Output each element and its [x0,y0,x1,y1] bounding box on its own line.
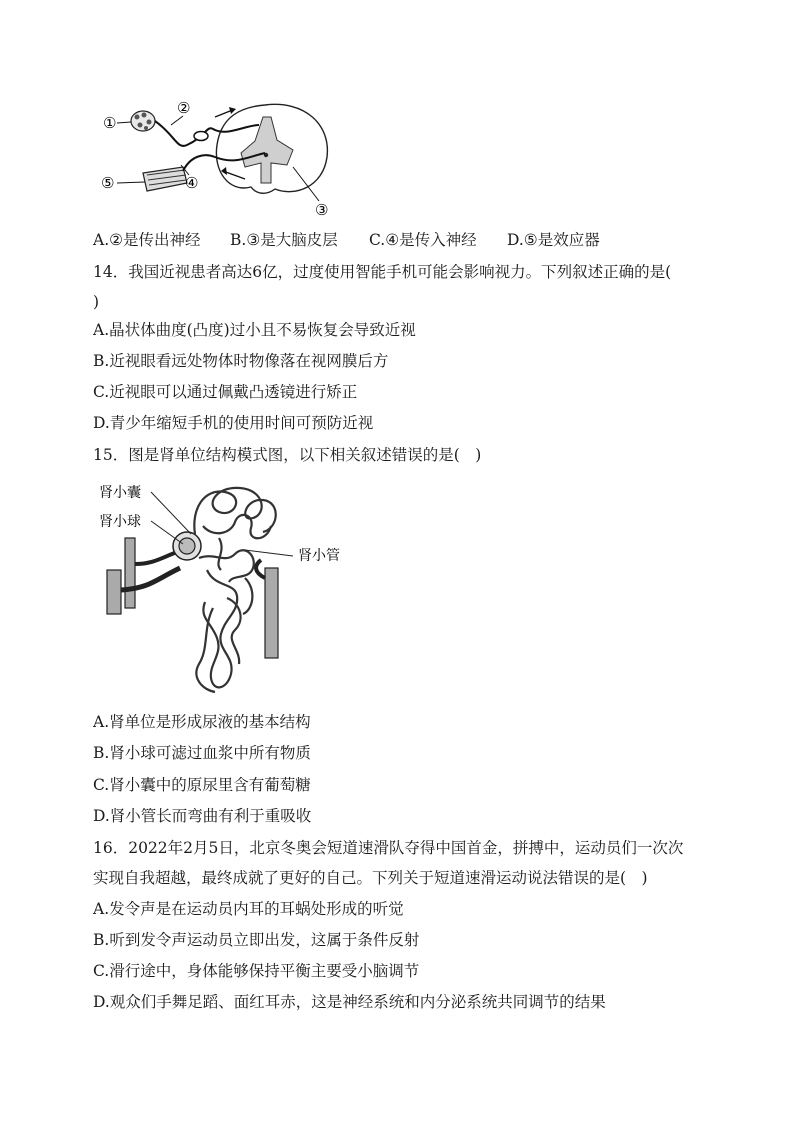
q13-option-b[interactable]: B.③是大脑皮层 [230,231,338,249]
q13-options [93,230,600,250]
q14-option-d[interactable]: D.青少年缩短手机的使用时间可预防近视 [93,414,374,432]
q16-option-a[interactable]: A.发令声是在运动员内耳的耳蜗处形成的听觉 [93,900,404,918]
label-glomerulus: 肾小球 [99,514,141,530]
spinal-cord-shape [216,104,327,193]
q15-stem: 15．图是肾单位结构模式图，以下相关叙述错误的是( ) [93,446,482,464]
effector-shape [143,167,187,191]
q16-option-b[interactable]: B.听到发令声运动员立即出发，这属于条件反射 [93,931,420,949]
label-n1: ① [103,114,117,132]
q16-stem-line2: 实现自我超越，最终成就了更好的自己。下列关于短道速滑运动说法错误的是( ) [93,869,648,887]
q14-stem-line2: ) [93,293,100,311]
label-n4: ④ [185,174,199,192]
reflex-arc-figure [95,95,345,220]
q13-option-d[interactable]: D.⑤是效应器 [507,231,600,249]
label-n5: ⑤ [101,174,115,192]
label-n2: ② [177,99,191,117]
label-n3: ③ [315,201,329,219]
q14-option-a[interactable]: A.晶状体曲度(凸度)过小且不易恢复会导致近视 [93,321,416,339]
receptor-shape [131,111,155,131]
q13-option-c[interactable]: C.④是传入神经 [369,231,477,249]
label-renal-tubule: 肾小管 [298,548,340,564]
q16-option-d[interactable]: D.观众们手舞足蹈、面红耳赤，这是神经系统和内分泌系统共同调节的结果 [93,993,606,1011]
q15-option-a[interactable]: A.肾单位是形成尿液的基本结构 [93,713,311,731]
q14-option-b[interactable]: B.近视眼看远处物体时物像落在视网膜后方 [93,352,389,370]
q14-stem-line1: 14．我国近视患者高达6亿，过度使用智能手机可能会影响视力。下列叙述正确的是( [93,263,672,281]
q15-option-c[interactable]: C.肾小囊中的原尿里含有葡萄糖 [93,776,311,794]
label-renal-capsule: 肾小囊 [99,485,141,501]
q15-option-d[interactable]: D.肾小管长而弯曲有利于重吸收 [93,807,312,825]
q15-option-b[interactable]: B.肾小球可滤过血浆中所有物质 [93,744,311,762]
q16-option-c[interactable]: C.滑行途中，身体能够保持平衡主要受小脑调节 [93,962,420,980]
q13-option-a[interactable]: A.②是传出神经 [93,231,201,249]
q14-option-c[interactable]: C.近视眼可以通过佩戴凸透镜进行矫正 [93,383,358,401]
nephron-figure [95,478,355,703]
q16-stem-line1: 16．2022年2月5日，北京冬奥会短道速滑队夺得中国首金，拼搏中，运动员们一次次 [93,839,684,857]
